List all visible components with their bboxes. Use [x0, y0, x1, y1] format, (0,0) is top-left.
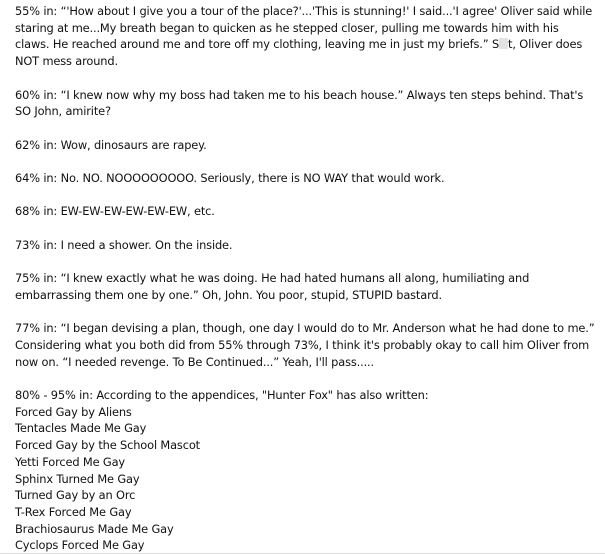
list-item: T-Rex Forced Me Gay	[15, 504, 132, 519]
list-item: Turned Gay by an Orc	[15, 488, 136, 503]
list-item: Tentacles Made Me Gay	[15, 421, 147, 436]
paragraph-68-percent: 68% in: EW-EW-EW-EW-EW-EW, etc.	[15, 204, 215, 219]
list-item: Forced Gay by Aliens	[15, 404, 132, 419]
book-title-list	[15, 404, 595, 554]
paragraph-75-percent: 75% in: “I knew exactly what he was doing. He had hated humans all along, humiliating and embarrassing them one by one.” Oh, John. You poor, stupid, STUPID bastard.	[15, 271, 530, 302]
appendix-intro: 80% - 95% in: According to the appendices, "Hunter Fox" has also written:	[15, 388, 429, 403]
list-item: Sphinx Turned Me Gay	[15, 471, 140, 486]
paragraph-64-percent: 64% in: No. NO. NOOOOOOOOO. Seriously, there is NO WAY that would work.	[15, 170, 445, 185]
appendix-section	[15, 387, 595, 554]
paragraph-73-percent: 73% in: I need a shower. On the inside.	[15, 237, 233, 252]
censor-block	[499, 38, 508, 49]
list-item: Yetti Forced Me Gay	[15, 454, 125, 469]
review-text	[15, 3, 595, 554]
paragraph-62-percent: 62% in: Wow, dinosaurs are rapey.	[15, 137, 207, 152]
paragraph-text: 55% in: “'How about I give you a tour of the place?'...'This is stunning!' I said...'I agree' Oliver said while staring at me...My breath began to quicken as he stepped closer, pulling me towards him with his claws. He reached around me and tore off my clothing, leaving me in just my briefs.” S	[15, 4, 593, 52]
list-item: Forced Gay by the School Mascot	[15, 438, 200, 453]
paragraph-60-percent: 60% in: “I knew now why my boss had taken me to his beach house.” Always ten steps behind. That's SO John, amirite?	[15, 87, 584, 119]
list-item: Cyclops Forced Me Gay	[15, 538, 145, 553]
paragraph-text: t, Oliver does NOT mess around.	[15, 37, 583, 69]
list-item: Brachiosaurus Made Me Gay	[15, 521, 174, 536]
paragraph-77-percent: 77% in: “I began devising a plan, though, one day I would do to Mr. Anderson what he had done to me.” Considering what you both did from 55% through 73%, I think it's probably okay to call him Oliver from now on. “I needed revenge. To Be Continued...” Yeah, I'll pass.....	[15, 321, 595, 369]
paragraph-55-percent	[15, 3, 595, 70]
